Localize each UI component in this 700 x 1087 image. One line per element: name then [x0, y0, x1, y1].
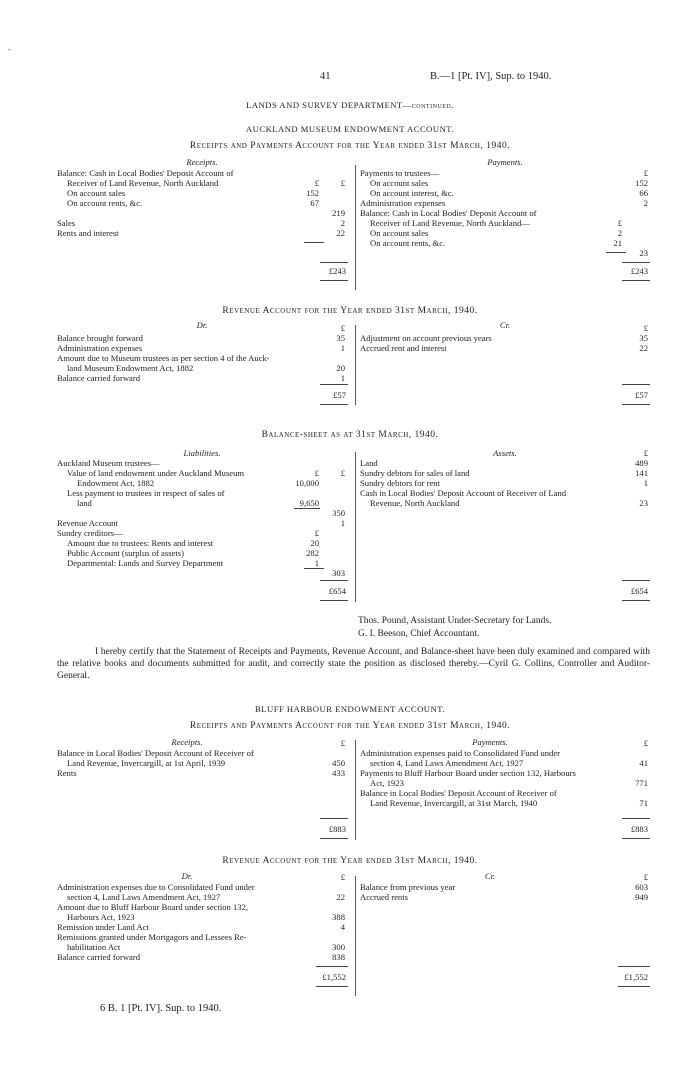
list-item: Public Account (surplus of assets) 282: [67, 548, 319, 558]
auckland-assets-list: [360, 448, 650, 508]
bluff-dr-list: [57, 872, 347, 962]
list-item: Less payment to trustees in respect of sales of: [67, 488, 225, 498]
list-item: Cash in Local Bodies' Deposit Account of Receiver of Land: [360, 488, 567, 498]
list-item: £: [643, 738, 648, 748]
list-item: On account rents, &c. 21: [370, 238, 622, 248]
list-item: Revenue Account 1: [57, 518, 345, 528]
total-rule: [622, 280, 650, 281]
total-rule: [320, 262, 348, 263]
auckland-assets-heading: Assets.: [493, 448, 517, 458]
total-rule: [622, 384, 650, 385]
bluff-title: BLUFF HARBOUR ENDOWMENT ACCOUNT.: [255, 704, 445, 714]
list-item: land 9,650: [77, 498, 319, 508]
total-rule: [320, 404, 348, 405]
auckland-liabilities-heading: Liabilities.: [183, 448, 221, 458]
page-number: 41: [320, 71, 331, 82]
list-item: section 4, Land Laws Amendment Act, 1927 41: [370, 758, 648, 768]
department-heading: LANDS AND SURVEY DEPARTMENT—continued.: [246, 100, 454, 110]
total-rule: [316, 986, 348, 987]
list-item: Payments to Bluff Harbour Board under section 132, Harbours: [360, 768, 576, 778]
list-item: Payments to trustees— £: [360, 168, 648, 178]
total-rule: [622, 818, 650, 819]
list-item: £: [643, 872, 648, 882]
total-rule: [622, 262, 650, 263]
signature-under-secretary: Thos. Pound, Assistant Under-Secretary for Lands.: [358, 616, 552, 626]
subtotal-rule: [294, 508, 320, 509]
auckland-payments-list: [360, 168, 650, 258]
auckland-dr-heading: Dr.: [196, 320, 208, 330]
list-item: £: [643, 323, 648, 333]
total-rule: [316, 966, 348, 967]
bluff-rp-title: Receipts and Payments Account for the Year ended 31st March, 1940.: [189, 721, 511, 731]
column-divider: [355, 452, 356, 602]
total-rule: [320, 600, 348, 601]
list-item: Accrued rents 949: [360, 892, 648, 902]
auckland-receipts-heading: Receipts.: [186, 157, 218, 167]
subtotal-rule: [304, 568, 324, 569]
list-item: Receiver of Land Revenue, North Auckland £ £: [67, 178, 345, 188]
list-item: Amount due to Museum trustees as per section 4 of the Auck-: [57, 353, 270, 363]
list-item: land Museum Endowment Act, 1882 20: [67, 363, 345, 373]
audit-certificate: I hereby certify that the Statement of Receipts and Payments, Revenue Account, and Balance-sheet have been duly examined and compared with the relative books and documents submitted for audit, and correctly state the position as disclosed thereby.—Cyril G. Collins, Controller and Auditor-General.: [57, 647, 650, 681]
auckland-cr-total: £57: [635, 390, 648, 400]
subtotal-rule: [606, 252, 626, 253]
total-rule: [622, 404, 650, 405]
list-item: Auckland Museum trustees—: [57, 458, 160, 468]
list-item: Departmental: Lands and Survey Department 1: [67, 558, 319, 568]
list-item: £: [340, 323, 345, 333]
list-item: Sales 2: [57, 218, 345, 228]
total-rule: [622, 600, 650, 601]
list-item: Balance: Cash in Local Bodies' Deposit Account of: [360, 208, 537, 218]
total-rule: [622, 838, 650, 839]
bluff-payments-list: [360, 738, 650, 808]
list-item: £: [340, 738, 345, 748]
list-item: £: [643, 448, 648, 458]
list-item: Balance from previous year 603: [360, 882, 648, 892]
auckland-dr-total: £57: [333, 390, 346, 400]
list-item: Administration expenses paid to Consolidated Fund under: [360, 748, 561, 758]
list-item: On account sales 152: [370, 178, 648, 188]
list-item: Remission under Land Act 4: [57, 922, 345, 932]
list-item: Land 489: [360, 458, 648, 468]
total-rule: [320, 818, 348, 819]
list-item: Rents 433: [57, 768, 345, 778]
list-item: 303: [332, 568, 345, 578]
list-item: Balance: Cash in Local Bodies' Deposit Account of: [57, 168, 234, 178]
total-rule: [618, 986, 650, 987]
list-item: Value of land endowment under Auckland Museum £ £: [67, 468, 345, 478]
list-item: Adjustment on account previous years 35: [360, 333, 648, 343]
auckland-payments-heading: Payments.: [487, 157, 523, 167]
bluff-cr-list: [360, 872, 650, 902]
auckland-liabilities-list: [57, 458, 347, 578]
list-item: Administration expenses due to Consolidated Fund under: [57, 882, 255, 892]
auckland-assets-total: £654: [630, 586, 648, 596]
list-item: Receiver of Land Revenue, North Auckland— £: [370, 218, 622, 228]
subtotal-rule: [304, 242, 324, 243]
list-item: Amount due to trustees: Rents and interest 20: [67, 538, 319, 548]
document-reference: B.—1 [Pt. IV], Sup. to 1940.: [430, 71, 552, 82]
total-rule: [320, 580, 348, 581]
column-divider: [355, 876, 356, 996]
list-item: Land Revenue, Invercargill, at 1st April, 1939 450: [67, 758, 345, 768]
list-item: 219: [332, 208, 345, 218]
margin-mark: -: [8, 44, 11, 54]
total-rule: [320, 280, 348, 281]
auckland-receipts-total: £243: [328, 266, 346, 276]
auckland-balance-sheet-title: Balance-sheet as at 31st March, 1940.: [261, 430, 439, 440]
bluff-payments-heading: Payments.: [472, 737, 508, 747]
auckland-liabilities-total: £654: [328, 586, 346, 596]
list-item: 350: [332, 508, 345, 518]
list-item: On account rents, &c. 67: [67, 198, 319, 208]
list-item: On account interest, &c. 66: [370, 188, 648, 198]
bluff-receipts-total: £883: [328, 824, 346, 834]
list-item: Balance carried forward 838: [57, 952, 345, 962]
signature-chief-accountant: G. I. Beeson, Chief Accountant.: [358, 629, 480, 639]
auckland-receipts-list: [57, 168, 347, 238]
list-item: Sundry debtors for sales of land 141: [360, 468, 648, 478]
column-divider: [355, 325, 356, 405]
list-item: Land Revenue, Invercargill, at 31st March, 1940 71: [370, 798, 648, 808]
list-item: Balance carried forward 1: [57, 373, 345, 383]
list-item: Balance in Local Bodies' Deposit Account of Receiver of: [360, 788, 557, 798]
list-item: On account sales 2: [370, 228, 622, 238]
auckland-revenue-title: Revenue Account for the Year ended 31st March, 1940.: [222, 306, 478, 316]
total-rule: [320, 838, 348, 839]
auckland-dr-list: [57, 323, 347, 383]
list-item: habilitation Act 300: [67, 942, 345, 952]
auckland-cr-list: [360, 323, 650, 353]
list-item: Balance brought forward 35: [57, 333, 345, 343]
auckland-payments-total: £243: [630, 266, 648, 276]
list-item: Administration expenses 2: [360, 198, 648, 208]
list-item: Sundry debtors for rent 1: [360, 478, 648, 488]
bluff-dr-heading: Dr.: [181, 871, 193, 881]
list-item: Administration expenses 1: [57, 343, 345, 353]
bluff-cr-total: £1,552: [624, 972, 648, 982]
list-item: Endowment Act, 1882 10,000: [77, 478, 319, 488]
bluff-dr-total: £1,552: [322, 972, 346, 982]
list-item: Revenue, North Auckland 23: [370, 498, 648, 508]
column-divider: [355, 165, 356, 290]
auckland-title: AUCKLAND MUSEUM ENDOWMENT ACCOUNT.: [245, 124, 455, 134]
auckland-rp-title: Receipts and Payments Account for the Year ended 31st March, 1940.: [189, 141, 511, 151]
list-item: Sundry creditors— £: [57, 528, 319, 538]
list-item: Harbours Act, 1923 388: [67, 912, 345, 922]
bluff-payments-total: £883: [630, 824, 648, 834]
list-item: 23: [639, 248, 648, 258]
column-divider: [355, 740, 356, 840]
list-item: Remissions granted under Mortgagors and Lessees Re-: [57, 932, 247, 942]
list-item: Act, 1923 771: [370, 778, 648, 788]
list-item: Balance in Local Bodies' Deposit Account of Receiver of: [57, 748, 254, 758]
bluff-cr-heading: Cr.: [484, 871, 496, 881]
bluff-revenue-title: Revenue Account for the Year ended 31st March, 1940.: [222, 856, 478, 866]
total-rule: [622, 580, 650, 581]
bluff-receipts-heading: Receipts.: [171, 737, 203, 747]
auckland-cr-heading: Cr.: [499, 320, 511, 330]
list-item: Accrued rent and interest 22: [360, 343, 648, 353]
footer-reference: 6 B. 1 [Pt. IV]. Sup. to 1940.: [100, 1003, 222, 1014]
list-item: Rents and interest 22: [57, 228, 345, 238]
list-item: On account sales 152: [67, 188, 319, 198]
total-rule: [618, 966, 650, 967]
list-item: Amount due to Bluff Harbour Board under section 132,: [57, 902, 249, 912]
list-item: £: [340, 872, 345, 882]
bluff-receipts-list: [57, 738, 347, 778]
list-item: section 4, Land Laws Amendment Act, 1927 22: [67, 892, 345, 902]
total-rule: [320, 384, 348, 385]
